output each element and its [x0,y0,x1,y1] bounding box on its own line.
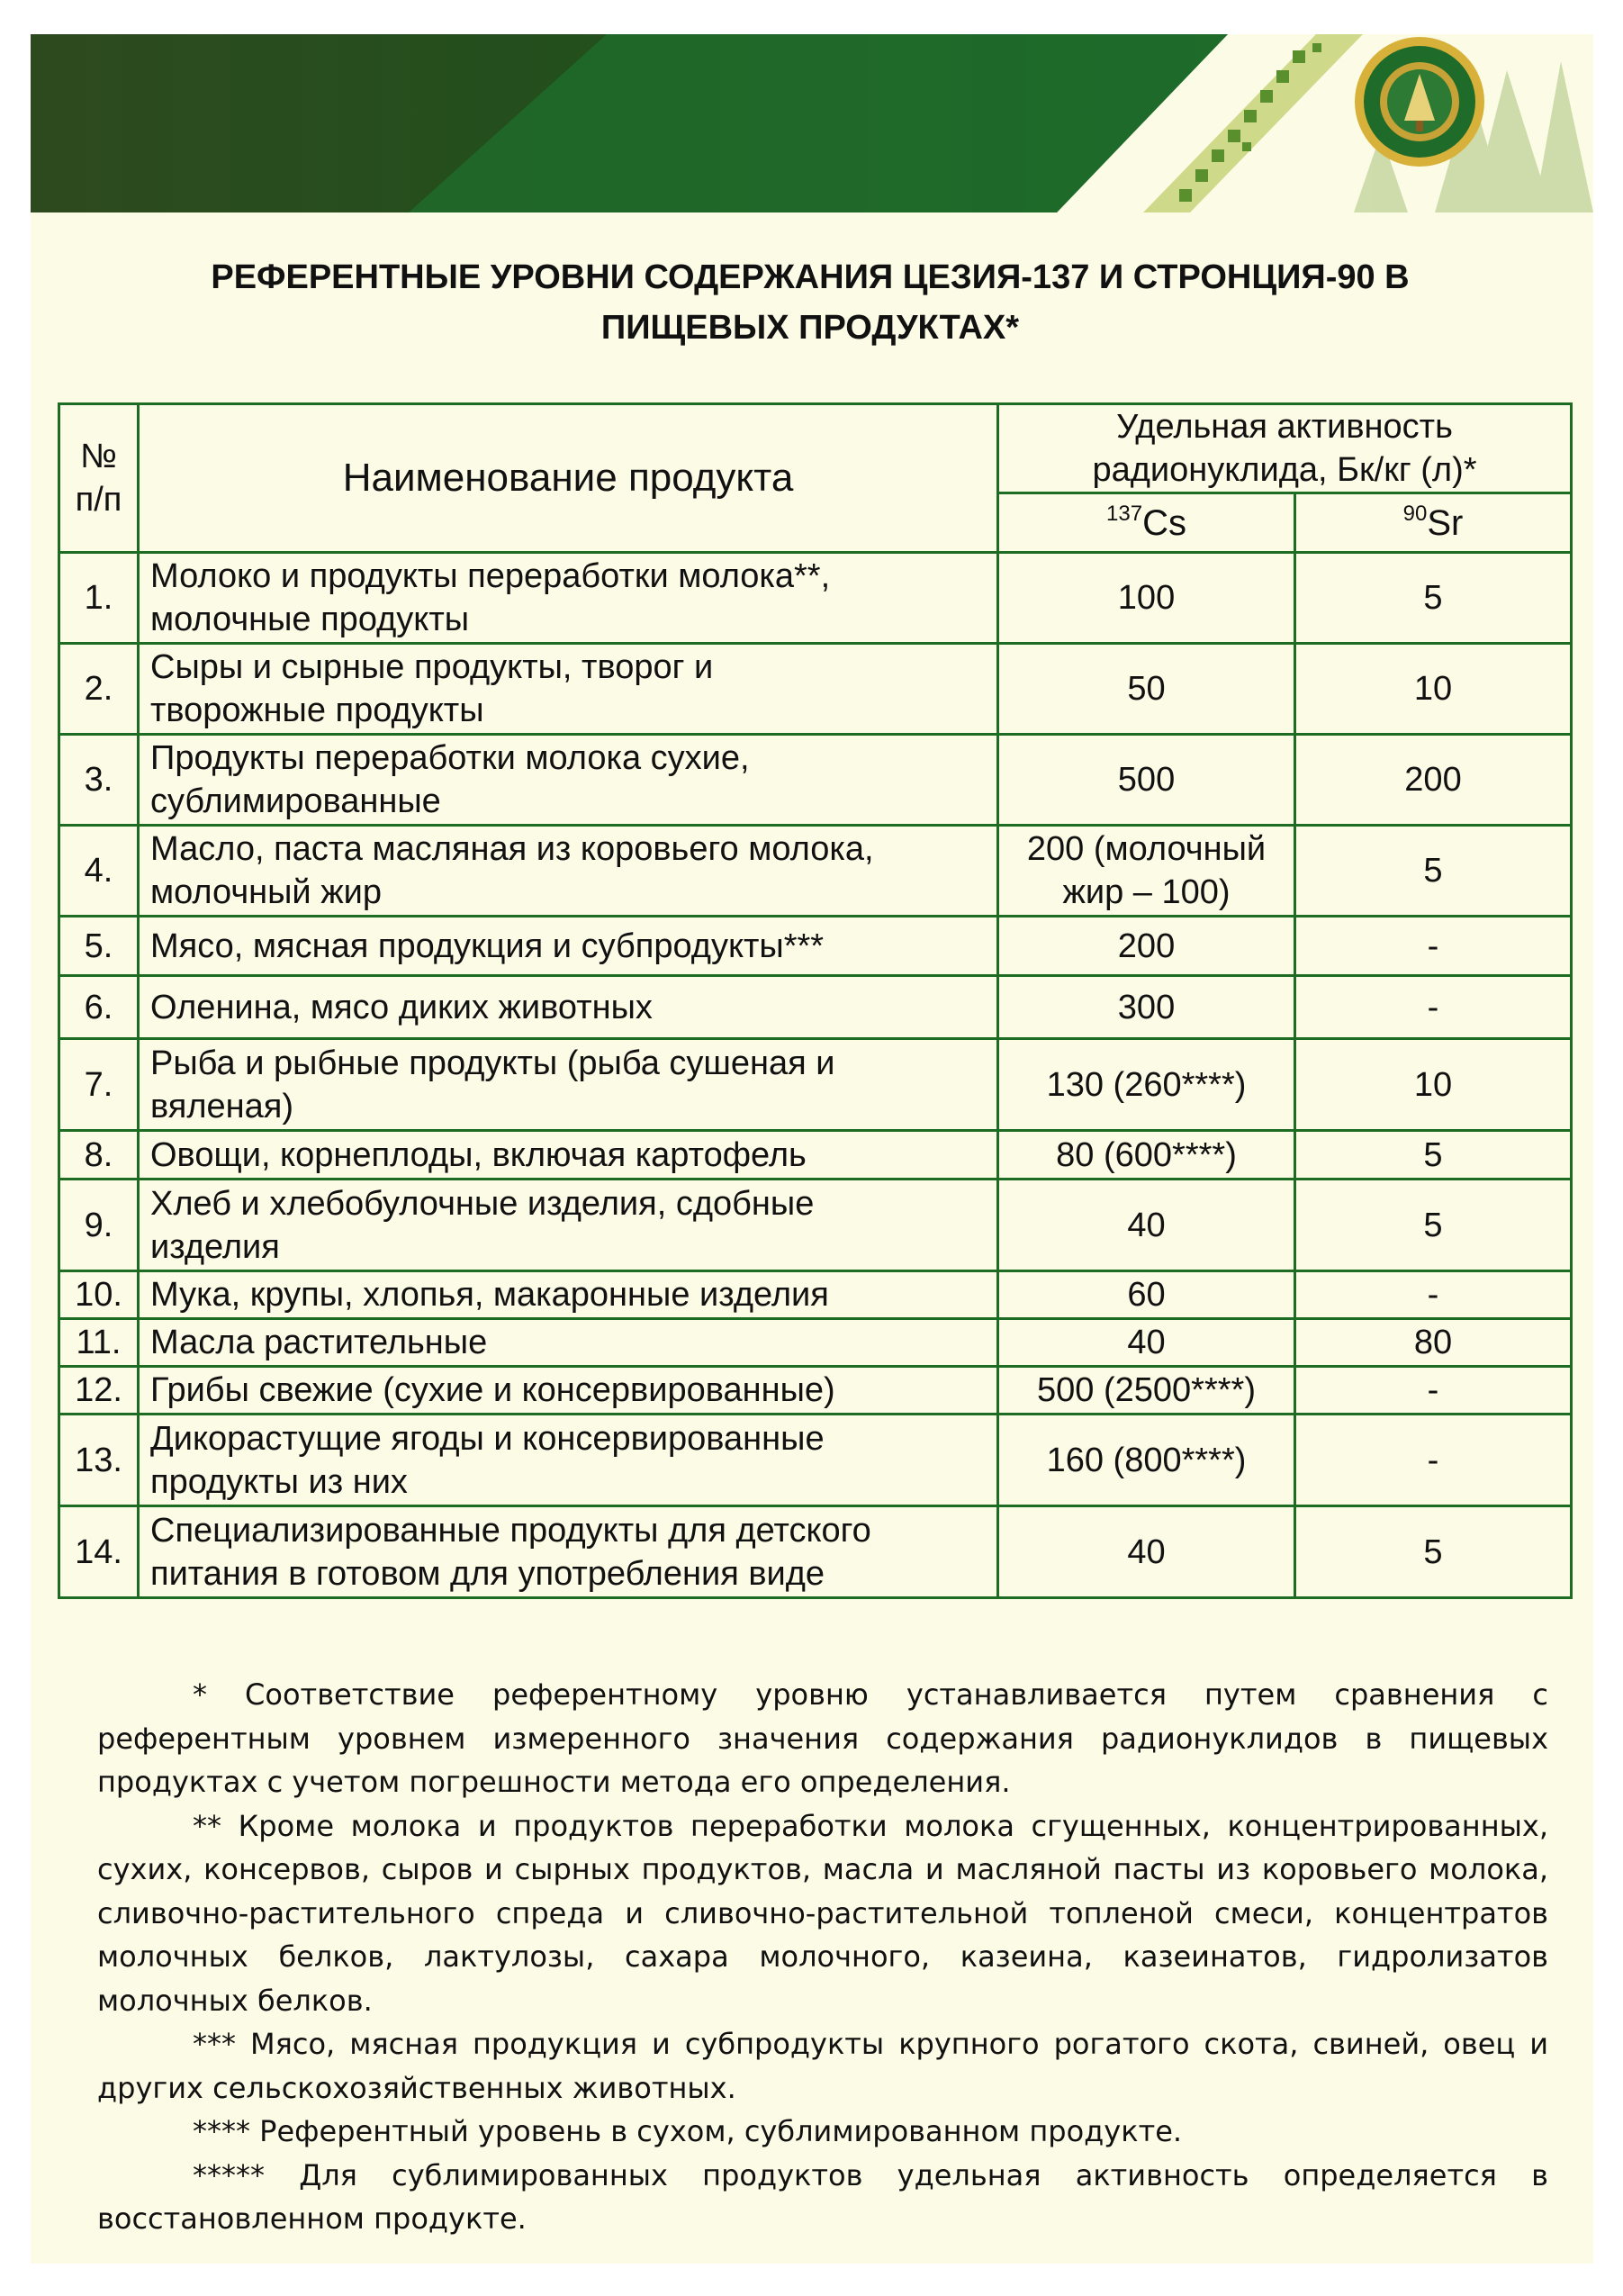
cesium-value [998,1180,1295,1271]
product-name-line-1: Масло, паста масляная из коровьего молока, [150,830,874,868]
table-header-row [59,404,1572,493]
cesium-value [998,553,1295,644]
row-number: 9. [59,1180,139,1271]
cesium-value-line-1: 100 [1117,579,1176,617]
cesium-value [998,1131,1295,1180]
row-number: 6. [59,976,139,1039]
row-number: 4. [59,826,139,917]
cesium-value-line-1: 60 [1127,1276,1166,1314]
row-number: 2. [59,644,139,735]
cesium-value-line-1: 40 [1127,1324,1166,1361]
product-name [139,917,998,976]
strontium-value: - [1295,1367,1572,1415]
row-number: 1. [59,553,139,644]
product-name-line-1: Овощи, корнеплоды, включая картофель [150,1135,807,1174]
product-name-line-2: творожные продукты [150,692,484,729]
header-strontium-90 [1295,493,1572,553]
product-name [139,1415,998,1506]
title-line-1: РЕФЕРЕНТНЫЕ УРОВНИ СОДЕРЖАНИЯ ЦЕЗИЯ-137 И СТРОНЦИЯ-90 В [211,258,1410,296]
strontium-value: 5 [1295,1180,1572,1271]
product-name [139,1180,998,1271]
cesium-value-line-1: 40 [1127,1206,1166,1244]
product-name-line-2: молочный жир [150,873,382,911]
cesium-value [998,1367,1295,1415]
product-name-line-1: Продукты переработки молока сухие, [150,739,750,777]
product-name [139,553,998,644]
cesium-value [998,1039,1295,1131]
cesium-value [998,1415,1295,1506]
table-row [59,1131,1572,1180]
cesium-value-line-1: 300 [1117,988,1176,1026]
forestry-emblem-icon [1352,34,1487,169]
strontium-value: 80 [1295,1319,1572,1367]
footnote-4: **** Референтный уровень в сухом, сублимированном продукте. [193,2114,1183,2148]
product-name-line-1: Хлеб и хлебобулочные изделия, сдобные [150,1184,815,1223]
header-activity-line-1: Удельная активность [1116,408,1453,446]
product-name-line-2: изделия [150,1227,280,1266]
product-name-line-2: молочные продукты [150,601,470,638]
strontium-value: - [1295,1271,1572,1319]
table-row [59,1415,1572,1506]
cesium-mass-number: 137 [1106,501,1143,526]
product-name-line-1: Дикорастущие ягоды и консервированные [150,1419,825,1458]
cesium-value-line-2: жир – 100) [1062,873,1231,911]
product-name-line-2: продукты из них [150,1462,408,1501]
strontium-value: 10 [1295,644,1572,735]
cesium-value-line-1: 500 (2500****) [1037,1371,1256,1409]
footnote-2: ** Кроме молока и продуктов переработки молока сгущенных, концентрированных, сухих, консервов, сыров и сырных продуктов, масла и масляной пасты из коровьего молока, сливочно-растительного спреда и сливочно-растительной топленой смеси, концентратов молочных белков, лактулозы, сахара молочного, казеина, казеинатов, гидролизатов молочных белков. [97,1808,1548,2018]
cesium-value [998,735,1295,826]
cesium-value [998,826,1295,917]
strontium-value: 10 [1295,1039,1572,1131]
table-row [59,1271,1572,1319]
product-name [139,644,998,735]
strontium-value: 200 [1295,735,1572,826]
row-number: 11. [59,1319,139,1367]
table-row [59,1506,1572,1598]
reference-levels-table [58,402,1573,1599]
cesium-value-line-1: 500 [1117,761,1176,799]
product-name [139,1367,998,1415]
title-line-2: ПИЩЕВЫХ ПРОДУКТАХ* [600,309,1020,347]
product-name-line-1: Молоко и продукты переработки молока**, [150,557,831,595]
product-name-line-1: Мука, крупы, хлопья, макаронные изделия [150,1276,829,1314]
strontium-value: 5 [1295,553,1572,644]
table-row [59,1180,1572,1271]
product-name-line-1: Мясо, мясная продукция и субпродукты*** [150,927,825,965]
product-name-line-1: Рыба и рыбные продукты (рыба сушеная и [150,1044,835,1082]
row-number: 12. [59,1367,139,1415]
product-name-line-1: Масла растительные [150,1324,488,1361]
product-name-line-1: Грибы свежие (сухие и консервированные) [150,1371,835,1409]
header-number-line-2: п/п [75,481,122,519]
cesium-value-line-1: 200 [1117,927,1176,965]
table-row [59,976,1572,1039]
cesium-value-line-1: 40 [1127,1532,1166,1571]
table-row [59,917,1572,976]
cesium-value-line-1: 50 [1127,670,1166,708]
cesium-value [998,644,1295,735]
product-name [139,735,998,826]
cesium-value [998,917,1295,976]
footnote-3: *** Мясо, мясная продукция и субпродукты крупного рогатого скота, свиней, овец и других сельскохозяйственных животных. [97,2027,1548,2105]
table-row [59,1367,1572,1415]
cesium-symbol: Cs [1142,502,1186,543]
strontium-value: - [1295,917,1572,976]
product-name-line-1: Оленина, мясо диких животных [150,988,653,1026]
table-row [59,735,1572,826]
row-number: 5. [59,917,139,976]
table-row [59,1039,1572,1131]
strontium-value: 5 [1295,1131,1572,1180]
product-name-line-2: вяленая) [150,1087,293,1125]
header-cesium-137 [998,493,1295,553]
header-number-line-1: № [80,438,117,475]
page-title [108,252,1512,353]
strontium-value: 5 [1295,1506,1572,1598]
table-row [59,1319,1572,1367]
cesium-value [998,1506,1295,1598]
cesium-value [998,1271,1295,1319]
cesium-value [998,976,1295,1039]
strontium-symbol: Sr [1427,502,1464,543]
footnotes [97,1673,1548,2241]
product-name [139,976,998,1039]
cesium-value-line-1: 160 (800****) [1046,1441,1247,1479]
footnote-5: ***** Для сублимированных продуктов удельная активность определяется в восстановленном продукте. [97,2157,1548,2236]
strontium-mass-number: 90 [1402,501,1428,526]
row-number: 13. [59,1415,139,1506]
header-specific-activity [998,404,1572,493]
product-name-line-1: Специализированные продукты для детского [150,1511,871,1550]
strontium-value: - [1295,1415,1572,1506]
product-name-line-2: сублимированные [150,782,441,820]
row-number: 8. [59,1131,139,1180]
product-name-line-2: питания в готовом для употребления виде [150,1554,825,1593]
strontium-value: 5 [1295,826,1572,917]
product-name [139,1271,998,1319]
product-name [139,1319,998,1367]
footnote-1: * Соответствие референтному уровню устанавливается путем сравнения с референтным уровнем измеренного значения содержания радионуклидов в пищевых продуктах с учетом погрешности метода его определения. [97,1677,1548,1799]
product-name [139,1131,998,1180]
header-product-name: Наименование продукта [139,404,998,553]
table-row [59,826,1572,917]
row-number: 10. [59,1271,139,1319]
cesium-value [998,1319,1295,1367]
product-name [139,826,998,917]
row-number: 7. [59,1039,139,1131]
table-row [59,553,1572,644]
header-activity-line-2: радионуклида, Бк/кг (л)* [1092,451,1477,489]
row-number: 3. [59,735,139,826]
product-name [139,1039,998,1131]
product-name-line-1: Сыры и сырные продукты, творог и [150,648,714,686]
cesium-value-line-1: 130 (260****) [1046,1065,1247,1104]
cesium-value-line-1: 80 (600****) [1056,1135,1237,1174]
table-row [59,644,1572,735]
strontium-value: - [1295,976,1572,1039]
header-number [59,404,139,553]
cesium-value-line-1: 200 (молочный [1026,830,1267,868]
product-name [139,1506,998,1598]
row-number: 14. [59,1506,139,1598]
